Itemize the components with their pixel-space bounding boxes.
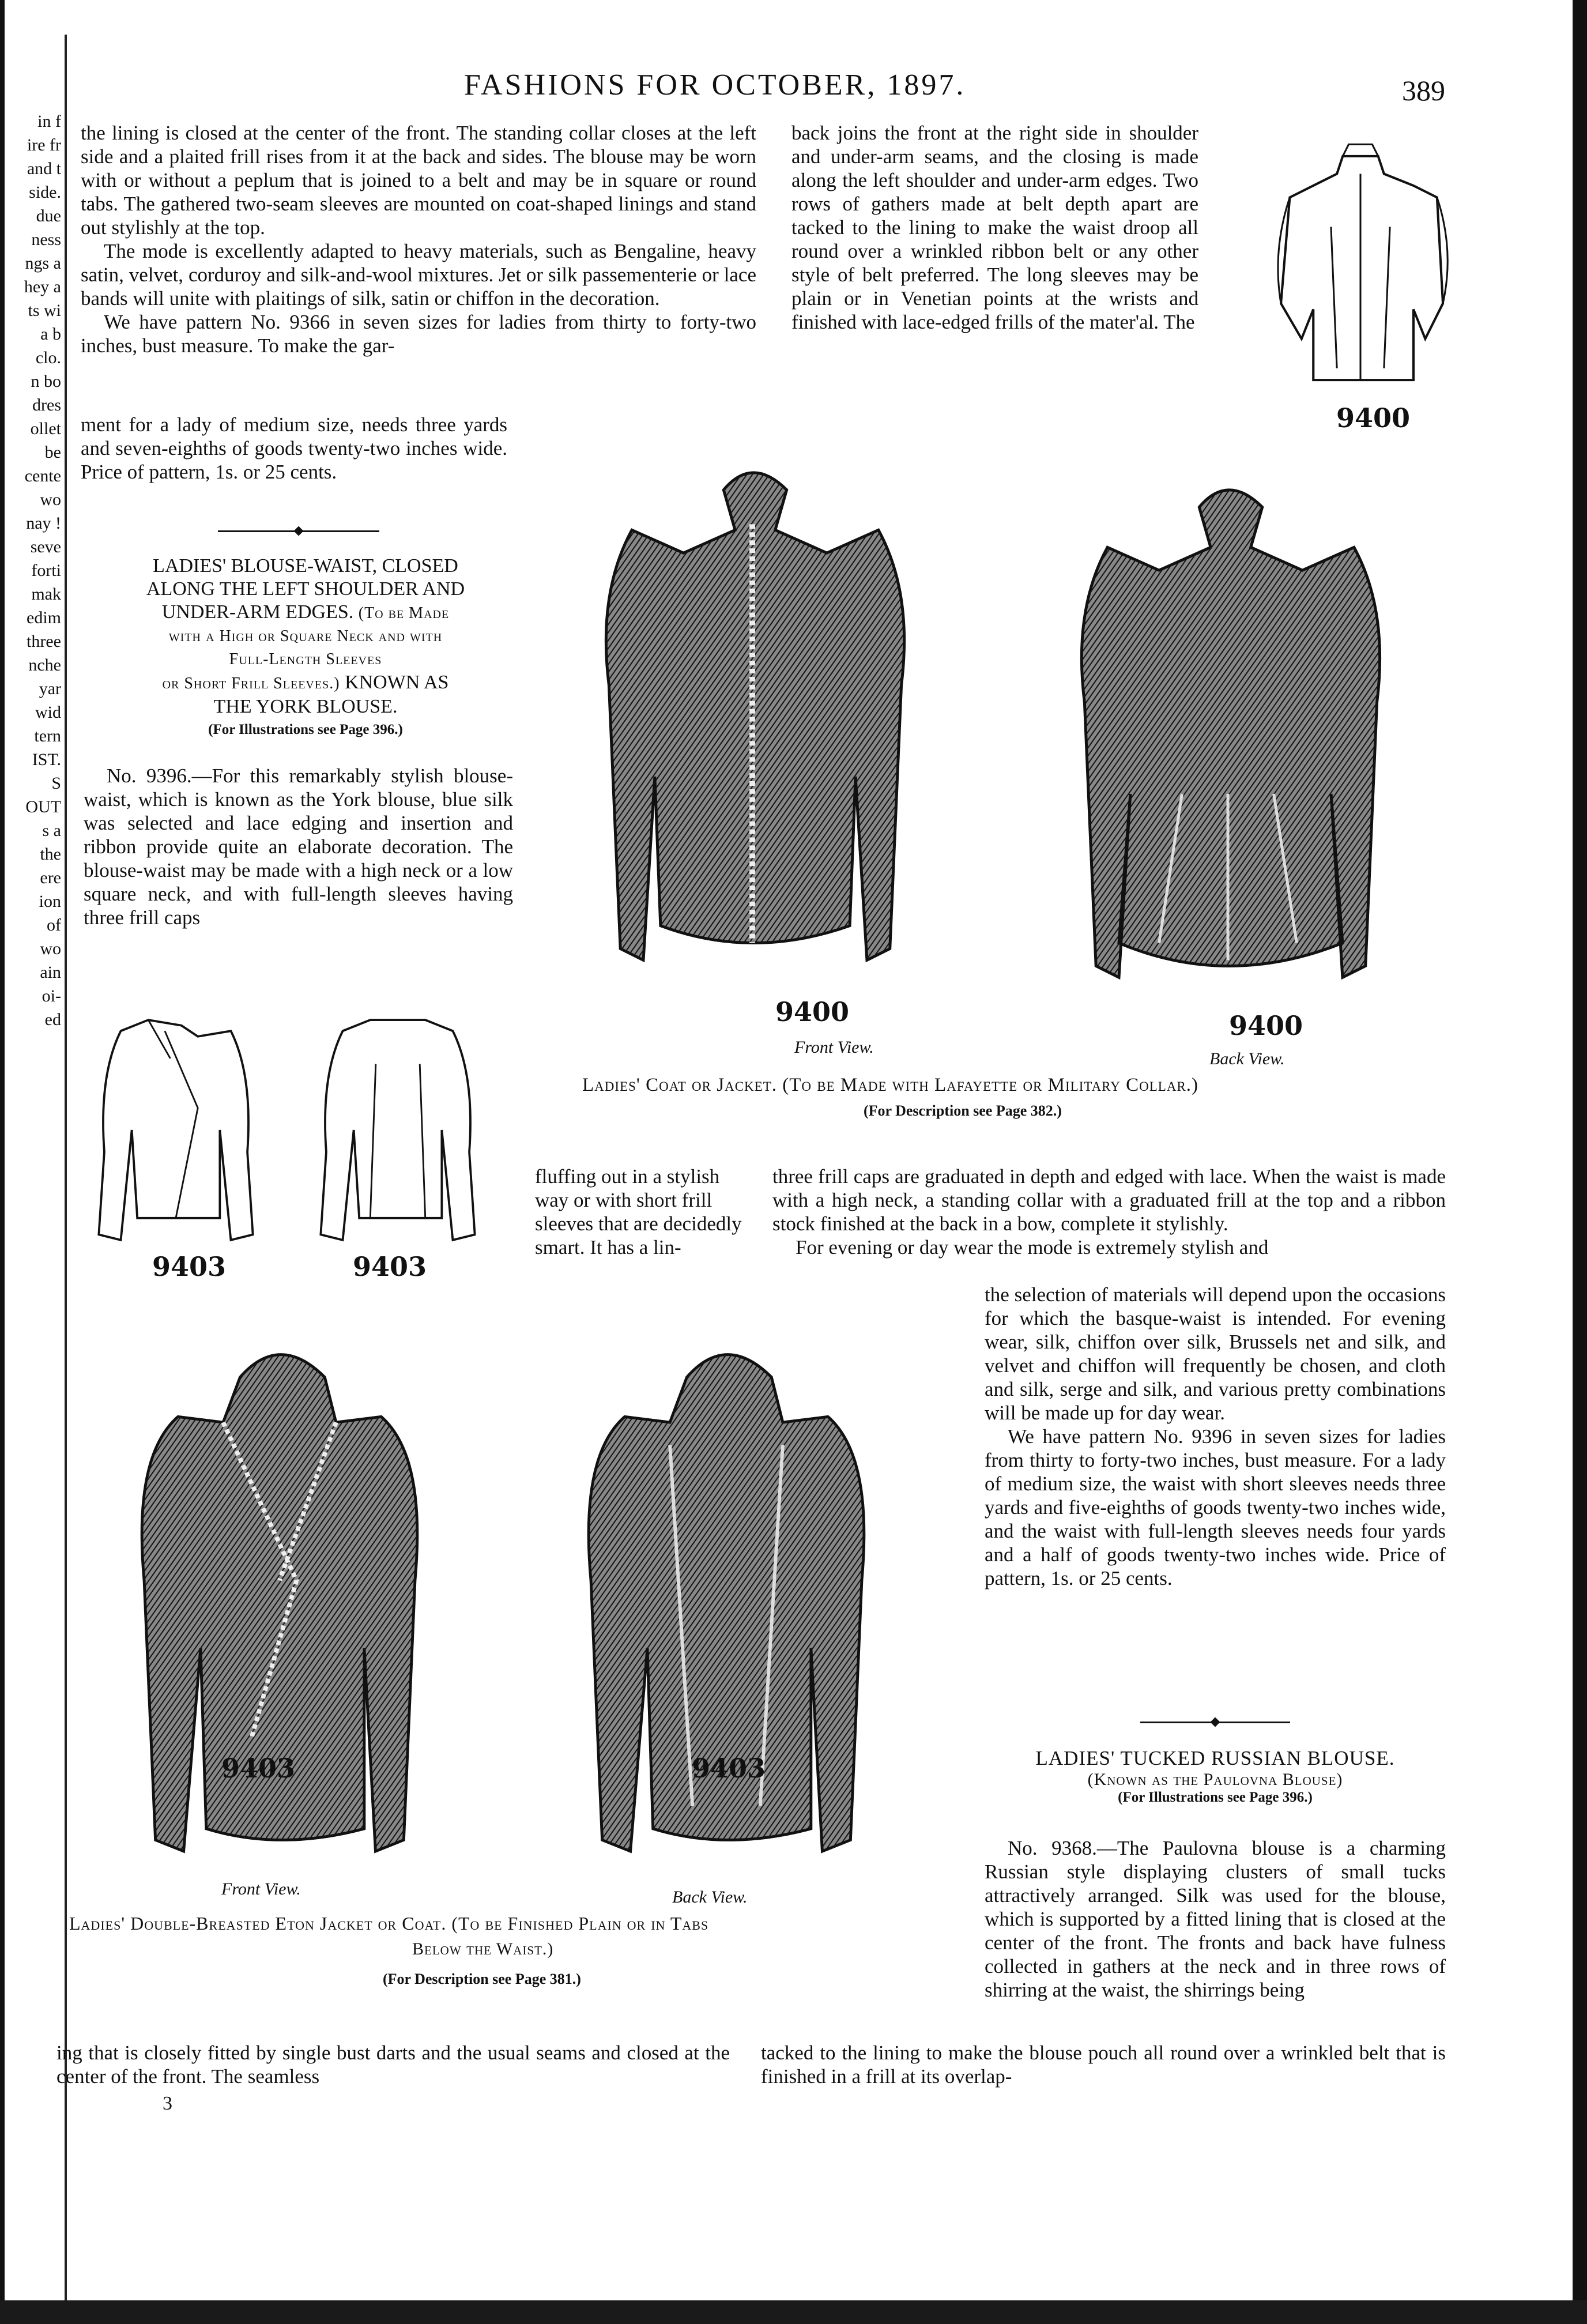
fragment-line: due [36, 206, 61, 225]
york-subheading-3: Full-Length Sleeves [229, 650, 382, 668]
fig-9403-caption-line2: Below the Waist.) [412, 1939, 554, 1958]
bottom-right-text: tacked to the lining to make the blouse pouch all round over a wrinkled belt that is finished in a frill at its overlap- [761, 2041, 1446, 2088]
fig-9400-small-illustration [1245, 133, 1476, 404]
fragment-line: wo [40, 939, 61, 958]
fragment-line: seve [30, 537, 61, 556]
page-number: 389 [1402, 74, 1445, 107]
fragment-line: in f [37, 112, 61, 131]
york-name: THE YORK BLOUSE. [213, 696, 398, 717]
fig-9400-caption: Ladies' Coat or Jacket. (To be Made with Lafayette or Military Collar.) [582, 1075, 1199, 1095]
fragment-line: the [40, 845, 61, 864]
fig-9403-back-illustration [530, 1343, 922, 1879]
col-right-paragraph-1: three frill caps are graduated in depth and edged with lace. When the waist is made with a high neck, a standing collar with a graduated frill at the top and a ribbon stock finished at the back in a bow, complete it stylishly. [772, 1165, 1446, 1235]
fig-9400-description-ref: (For Description see Page 382.) [864, 1102, 1062, 1119]
fragment-line: oi- [42, 986, 61, 1005]
fig-9403-small-back-illustration [300, 1009, 496, 1251]
fig-9403-back-label: Back View. [672, 1888, 748, 1907]
running-head: FASHIONS FOR OCTOBER, 1897. [464, 69, 966, 101]
fig-9403-small-front-illustration [81, 1009, 271, 1251]
fig-9403-small-number-left: 9403 [152, 1251, 227, 1282]
york-subheading-2: with a High or Square Neck and with [168, 627, 443, 645]
fragment-line: nche [28, 656, 61, 675]
col1-paragraph-3a: We have pattern No. 9366 in seven sizes for ladies from thirty to forty-two inches, bust measure. To make the gar- [81, 311, 756, 357]
russian-body: No. 9368.—The Paulovna blouse is a charming Russian style displaying clusters of small tucks attractively arranged. Silk was used for the blouse, which is supported by a fitted lining that is closed at the center of the front. The fronts and back have fulness collected in gathers at the neck and in three rows of shirring at the waist, the shirrings being [985, 1837, 1446, 2001]
fragment-line: ain [40, 963, 61, 982]
scan-bottom-edge [0, 2300, 1587, 2324]
fragment-line: and t [27, 159, 61, 178]
fig-9403-back-number: 9403 [692, 1753, 766, 1784]
folio-mark: 3 [163, 2093, 172, 2114]
york-subheading-4: or Short Frill Sleeves.) [162, 675, 340, 692]
col-mid-text: fluffing out in a stylish way or with short frill sleeves that are decidedly smart. It has a lin- [535, 1165, 742, 1259]
fig-9400-back-illustration [1032, 473, 1424, 1018]
russian-heading: LADIES' TUCKED RUSSIAN BLOUSE. [1035, 1747, 1395, 1769]
previous-page-fragments [8, 110, 61, 1031]
fragment-line: s a [42, 821, 61, 840]
fragment-line: a b [40, 325, 61, 344]
col-right-paragraph-2a: For evening or day wear the mode is extremely stylish and [796, 1236, 1269, 1259]
col2-top-text: back joins the front at the right side in shoulder and under-arm seams, and the closing is made along the left shoulder and under-arm edges. Two rows of gathers made at belt depth apart are tacked to the lining to make the waist droop all round over a wrinkled ribbon belt or any other style of belt preferred. The long sleeves may be plain or in Venetian points at the wrists and finished with lace-edged frills of the mater'al. The [791, 122, 1198, 333]
col-right-paragraph-3: We have pattern No. 9396 in seven sizes for ladies from thirty to forty-two inches, bust measure. For a lady of medium size, the waist with short sleeves needs three yards and five-eighths of goods twenty-two inches wide, and the waist with full-length sleeves needs four yards and a half of goods twenty-two inches wide. Price of pattern, 1s. or 25 cents. [985, 1425, 1446, 1589]
fragment-line: tern [34, 726, 61, 745]
fragment-line: clo. [35, 348, 61, 367]
fragment-line: hey a [24, 277, 61, 296]
fig-9400-front-label: Front View. [794, 1038, 874, 1057]
col1-top-text [81, 121, 756, 357]
russian-subheading: (Known as the Paulovna Blouse) [1087, 1770, 1343, 1789]
fragment-line: wid [35, 703, 61, 722]
fig-9400-front-illustration [565, 455, 940, 1000]
fragment-line: side. [29, 183, 61, 202]
fragment-line: ed [44, 1010, 61, 1029]
fragment-line: ts wi [28, 301, 61, 320]
section-divider [218, 530, 379, 532]
fig-9400-back-label: Back View. [1209, 1049, 1285, 1068]
fragment-line: wo [40, 490, 61, 509]
fragment-line: of [47, 916, 61, 935]
fragment-line: ere [40, 868, 61, 887]
scan-left-edge [0, 0, 5, 2324]
col1-paragraph-2: The mode is excellently adapted to heavy materials, such as Bengaline, heavy satin, velvet, corduroy and silk-and-wool mixtures. Jet or silk passementerie or lace bands will unite with plaitings of silk, satin or chiffon in the decoration. [81, 240, 756, 310]
col-right-text-1 [772, 1165, 1446, 1259]
col-right-paragraph-2b: the selection of materials will depend upon the occasions for which the basque-waist is intended. For evening wear, silk, chiffon over silk, Brussels net and silk, and velvet and chiffon will frequently be chosen, and cloth and silk, serge and silk, and various pretty combinations will be made up for day wear. [985, 1283, 1446, 1424]
fragment-line: forti [31, 561, 61, 580]
col1-paragraph-1: the lining is closed at the center of the front. The standing collar closes at the left side and a plaited frill rises from it at the back and sides. The blouse may be worn with or without a peplum that is joined to a belt and may be in square or round tabs. The gathered two-seam sleeves are mounted on coat-shaped linings and stand out stylishly at the top. [81, 122, 756, 239]
scan-right-edge [1573, 0, 1587, 2324]
york-heading-line1: LADIES' BLOUSE-WAIST, CLOSED [153, 555, 458, 577]
york-heading [86, 555, 525, 741]
col-right-text-2 [985, 1283, 1446, 1590]
fragment-line: dres [32, 396, 61, 415]
scan-gutter-line [65, 35, 67, 2306]
fragment-line: OUT [25, 797, 61, 816]
fragment-line: be [44, 443, 61, 462]
fragment-line: three [27, 632, 61, 651]
fragment-line: ollet [30, 419, 61, 438]
russian-heading-block [985, 1747, 1446, 1806]
section-divider-2 [1140, 1722, 1290, 1723]
russian-illustration-ref: (For Illustrations see Page 396.) [1118, 1790, 1313, 1805]
fig-9403-front-label: Front View. [221, 1879, 301, 1899]
fig-9403-front-number: 9403 [221, 1753, 296, 1784]
fig-9403-description-ref: (For Description see Page 381.) [383, 1971, 581, 1987]
bottom-left-text: ing that is closely fitted by single bust darts and the usual seams and closed at the center of the front. The seamless [56, 2041, 730, 2088]
fragment-line: yar [39, 679, 61, 698]
york-heading-line3: UNDER-ARM EDGES. [161, 601, 354, 623]
fig-9400-small-number: 9400 [1336, 402, 1411, 434]
fig-9403-caption-line1: Ladies' Double-Breasted Eton Jacket or Coat. (To be Finished Plain or in Tabs [69, 1913, 709, 1934]
fragment-line: cente [24, 466, 61, 485]
york-heading-line2: ALONG THE LEFT SHOULDER AND [146, 578, 465, 600]
fragment-line: S [51, 774, 61, 793]
fig-9403-small-number-right: 9403 [353, 1251, 427, 1282]
york-body: No. 9396.—For this remarkably stylish blouse-waist, which is known as the York blouse, blue silk was selected and lace edging and insertion and ribbon provide quite an elaborate decoration. The blouse-waist may be made with a high neck or a low square neck, and with full-length sleeves having three frill caps [84, 764, 513, 929]
fragment-line: mak [31, 585, 61, 604]
col1-paragraph-3b: ment for a lady of medium size, needs three yards and seven-eighths of goods twenty-two inches wide. Price of pattern, 1s. or 25 cents. [81, 413, 507, 483]
fragment-line: nay ! [26, 514, 61, 533]
fragment-line: n bo [31, 372, 61, 391]
fragment-line: ngs a [25, 254, 61, 273]
fragment-line: IST. [32, 750, 61, 769]
fragment-line: ness [31, 230, 61, 249]
fig-9403-front-illustration [81, 1343, 478, 1879]
york-illustration-ref: (For Illustrations see Page 396.) [208, 722, 403, 737]
york-subheading-1: (To be Made [358, 604, 450, 622]
fig-9400-front-number: 9400 [775, 996, 850, 1027]
fragment-line: ion [39, 892, 61, 911]
york-known-as: KNOWN AS [345, 672, 449, 693]
fragment-line: ire fr [27, 135, 61, 155]
fragment-line: edim [27, 608, 61, 627]
fig-9400-back-number: 9400 [1229, 1010, 1303, 1041]
